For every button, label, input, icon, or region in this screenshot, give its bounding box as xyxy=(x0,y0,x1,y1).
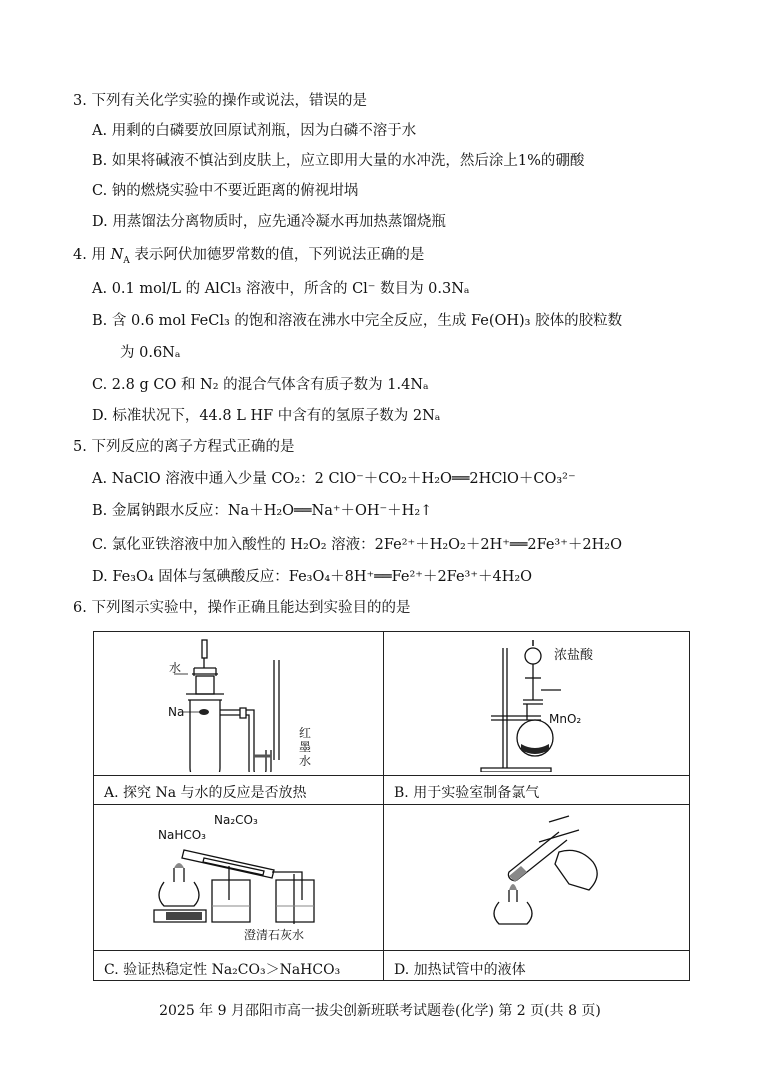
label-red-ink-1: 红 xyxy=(299,726,312,740)
label-conc-hcl: 浓盐酸 xyxy=(554,648,594,663)
label-nahco3: NaHCO₃ xyxy=(158,828,206,842)
label-limewater: 澄清石灰水 xyxy=(244,928,305,942)
q3-option-c: C. 钠的燃烧实验中不要近距离的俯视坩埚 xyxy=(92,183,359,199)
label-water: 水 xyxy=(169,661,182,675)
experiment-table xyxy=(93,631,690,981)
caption-a: A. 探究 Na 与水的反应是否放热 xyxy=(104,785,307,801)
q5-stem: 5. 下列反应的离子方程式正确的是 xyxy=(73,439,295,455)
q5-option-d: D. Fe₃O₄ 固体与氢碘酸反应：Fe₃O₄＋8H⁺══Fe²⁺＋2Fe³⁺＋4H₂O xyxy=(92,569,533,585)
label-red-ink-3: 水 xyxy=(299,754,312,768)
caption-c: C. 验证热稳定性 Na₂CO₃＞NaHCO₃ xyxy=(104,962,341,978)
table-divider-1 xyxy=(94,775,689,776)
q4-option-d: D. 标准状况下，44.8 L HF 中含有的氢原子数为 2Nₐ xyxy=(92,408,441,424)
page-footer: 2025 年 9 月邵阳市高一拔尖创新班联考试题卷(化学) 第 2 页(共 8 页) xyxy=(159,1003,601,1019)
q4-option-c: C. 2.8 g CO 和 N₂ 的混合气体含有质子数为 1.4Nₐ xyxy=(92,377,429,393)
q5-option-b: B. 金属钠跟水反应：Na＋H₂O══Na⁺＋OH⁻＋H₂↑ xyxy=(92,503,433,519)
q5-option-a: A. NaClO 溶液中通入少量 CO₂：2 ClO⁻＋CO₂＋H₂O══2HClO＋CO₃²⁻ xyxy=(92,471,576,487)
q4-option-b-line1: B. 含 0.6 mol FeCl₃ 的饱和溶液在沸水中完全反应，生成 Fe(OH)₃ 胶体的胶粒数 xyxy=(92,313,623,329)
label-red-ink-2: 墨 xyxy=(299,740,312,754)
q5-option-c: C. 氯化亚铁溶液中加入酸性的 H₂O₂ 溶液：2Fe²⁺＋H₂O₂＋2H⁺══2Fe³⁺＋2H₂O xyxy=(92,537,622,553)
q6-stem: 6. 下列图示实验中，操作正确且能达到实验目的的是 xyxy=(73,600,411,616)
q3-option-d: D. 用蒸馏法分离物质时，应先通冷凝水再加热蒸馏烧瓶 xyxy=(92,214,446,230)
figure-d-heating-liquid xyxy=(459,812,619,942)
table-divider-3 xyxy=(94,950,689,951)
q4-option-a: A. 0.1 mol/L 的 AlCl₃ 溶液中，所含的 Cl⁻ 数目为 0.3Nₐ xyxy=(92,281,470,297)
label-na2co3: Na₂CO₃ xyxy=(214,813,258,827)
q4-stem: 4. 用 $N_A$ 表示阿伏加德罗常数的值，下列说法正确的是 xyxy=(73,247,425,266)
label-mno2: MnO₂ xyxy=(549,712,582,726)
q4-option-b-line2: 为 0.6Nₐ xyxy=(120,345,181,361)
caption-b: B. 用于实验室制备氯气 xyxy=(394,785,540,801)
q3-option-b: B. 如果将碱液不慎沾到皮肤上，应立即用大量的水冲洗，然后涂上1%的硼酸 xyxy=(92,153,585,169)
table-divider-vertical xyxy=(383,632,384,980)
table-divider-2 xyxy=(94,804,689,805)
caption-d: D. 加热试管中的液体 xyxy=(394,962,526,978)
q3-stem: 3. 下列有关化学实验的操作或说法，错误的是 xyxy=(73,93,367,109)
label-na: Na xyxy=(168,705,185,719)
q3-option-a: A. 用剩的白磷要放回原试剂瓶，因为白磷不溶于水 xyxy=(92,123,417,139)
